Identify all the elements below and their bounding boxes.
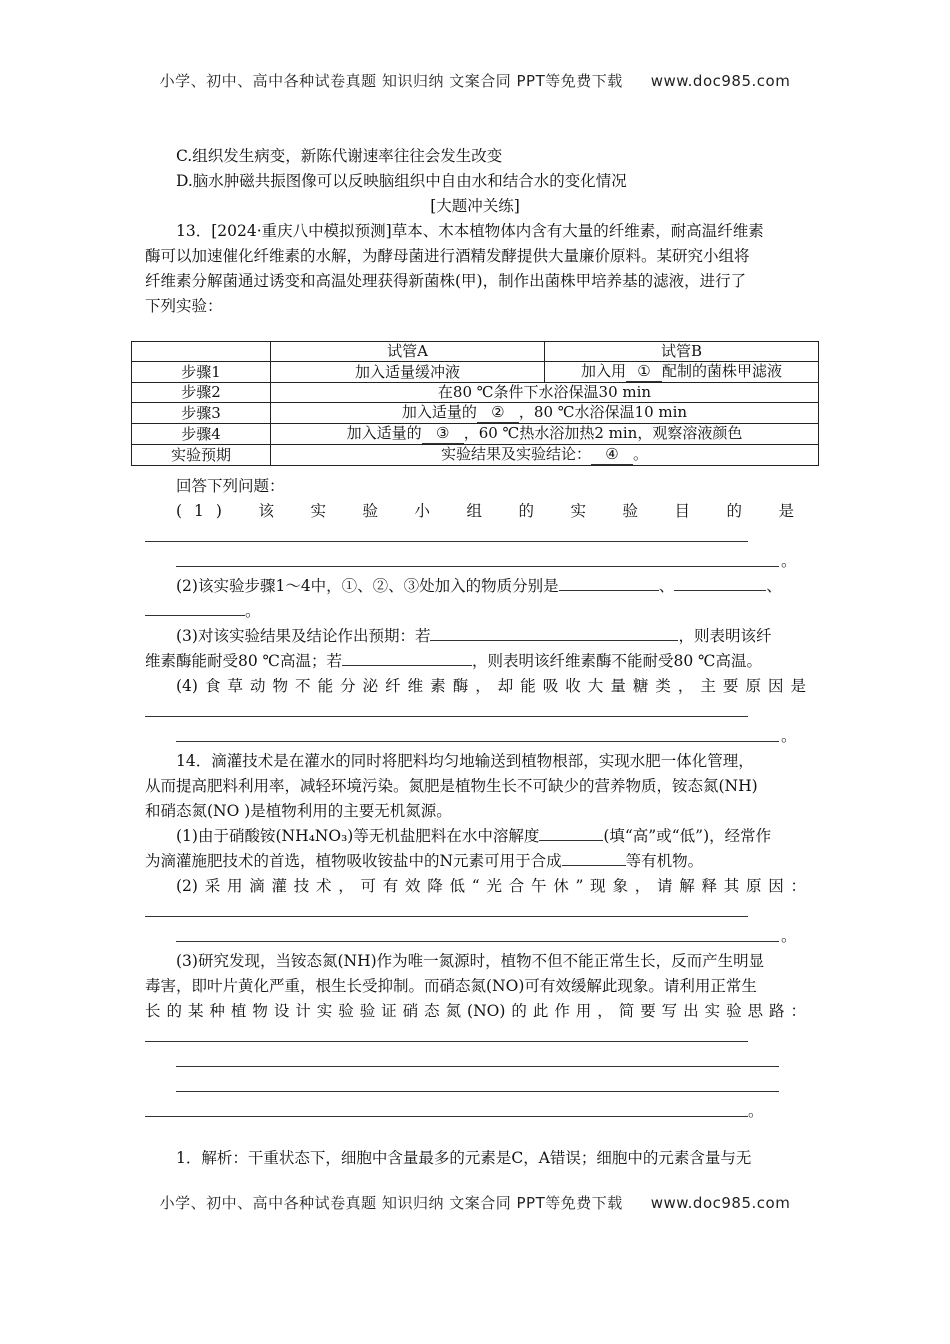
answer-line [176, 941, 779, 942]
q13-p3-d: ，则表明该纤维素酶不能耐受80 ℃高温。 [472, 652, 762, 670]
q14-intro-line: 从而提高肥料利用率，减轻环境污染。氮肥是植物生长不可缺少的营养物质，铵态氮(NH) [145, 777, 758, 795]
end-period: 。 [781, 727, 797, 745]
analysis-line: 1．解析：干重状态下，细胞中含量最多的元素是C，A错误；细胞中的元素含量与无 [176, 1149, 752, 1167]
q14-p2: (2)采用滴灌技术，可有效降低“光合午休”现象，请解释其原因： [176, 877, 806, 895]
q13-p1: (1)该实验小组的实验目的是 [176, 502, 806, 520]
blank-mark-1: ① [626, 362, 662, 382]
q13-p3-a: (3)对该实验结果及结论作出预期：若 [176, 627, 431, 645]
q13-p2-cont [145, 601, 261, 621]
end-period: 。 [781, 927, 797, 945]
answer-line [145, 716, 748, 717]
step4-text [271, 424, 819, 445]
period: 。 [245, 602, 261, 620]
step2-text: 在80 ℃条件下水浴保温30 min [271, 383, 819, 403]
q13-p3-b: ，则表明该纤 [678, 627, 772, 645]
table-row [132, 424, 819, 445]
q14-intro-line: 14．滴灌技术是在灌水的同时将肥料均匀地输送到植物根部，实现水肥一体化管理， [176, 752, 754, 770]
end-period: 。 [748, 1102, 764, 1120]
answer-line [176, 741, 779, 742]
header-site: www.doc985.com [650, 72, 791, 90]
q14-p1-line1 [176, 826, 771, 846]
q13-intro-line: 13．[2024·重庆八中模拟预测]草本、木本植物体内含有大量的纤维素，耐高温纤维素 [176, 222, 764, 240]
step1-b-post: 配制的菌株甲滤液 [662, 362, 783, 380]
blank-mark-4: ④ [591, 445, 633, 465]
q13-p3-line2 [145, 651, 762, 671]
q13-p4: (4)食草动物不能分泌纤维素酶，却能吸收大量糖类，主要原因是 [176, 677, 806, 695]
q14-p1-a: (1)由于硝酸铵(NH₄NO₃)等无机盐肥料在水中溶解度 [176, 827, 540, 845]
q13-p3-line1 [176, 626, 771, 646]
q13-intro-line: 酶可以加速催化纤维素的水解，为酵母菌进行酒精发酵提供大量廉价原料。某研究小组将 [145, 247, 750, 265]
table-row [132, 362, 819, 383]
page-footer [0, 1192, 950, 1213]
q13-intro-line: 下列实验： [145, 297, 223, 315]
q14-intro-line: 和硝态氮(NO )是植物利用的主要无机氮源。 [145, 802, 452, 820]
answer-line [145, 1116, 748, 1117]
step1-b-pre: 加入用 [580, 362, 626, 380]
answer-blank [430, 626, 678, 641]
table-header-row [132, 342, 819, 362]
q14-p3-line: (3)研究发现，当铵态氮(NH)作为唯一氮源时，植物不但不能正常生长，反而产生明显 [176, 952, 765, 970]
answer-blank [342, 651, 472, 666]
q14-p1-b: (填“高”或“低”)，经常作 [603, 827, 772, 845]
step-label: 步骤3 [132, 403, 271, 424]
experiment-table [131, 341, 819, 466]
step3-pre: 加入适量的 [401, 403, 477, 421]
q13-intro-line: 纤维素分解菌通过诱变和高温处理获得新菌株(甲)，制作出菌株甲培养基的滤液，进行了 [145, 272, 747, 290]
answer-line [145, 541, 748, 542]
option-c: C.组织发生病变，新陈代谢速率往往会发生改变 [176, 147, 503, 165]
table-row [132, 383, 819, 403]
step3-text [271, 403, 819, 424]
q14-p3-line: 长的某种植物设计实验验证硝态氮(NO)的此作用，简要写出实验思路： [145, 1002, 806, 1020]
footer-site: www.doc985.com [650, 1194, 791, 1212]
answer-line [176, 1091, 779, 1092]
answer-blank [145, 601, 245, 616]
blank-mark-2: ② [477, 403, 519, 423]
footer-text: 小学、初中、高中各种试卷真题 知识归纳 文案合同 PPT等免费下载 [159, 1194, 623, 1212]
predict-post: 。 [633, 445, 649, 463]
answer-prompt: 回答下列问题： [176, 477, 285, 495]
q14-p1-c: 为滴灌施肥技术的首选，植物吸收铵盐中的N元素可用于合成 [145, 852, 562, 870]
step-label: 实验预期 [132, 445, 271, 466]
predict-pre: 实验结果及实验结论： [440, 445, 591, 463]
step4-pre: 加入适量的 [346, 424, 422, 442]
predict-text [271, 445, 819, 466]
section-title: [大题冲关练] [430, 197, 520, 215]
table-row [132, 445, 819, 466]
answer-blank [539, 826, 603, 841]
answer-line [176, 566, 779, 567]
step-label: 步骤4 [132, 424, 271, 445]
end-period: 。 [781, 552, 797, 570]
step1-a: 加入适量缓冲液 [271, 362, 545, 383]
table-header-a: 试管A [271, 342, 545, 362]
answer-blank [674, 576, 766, 591]
separator: 、 [658, 577, 675, 595]
page-header [0, 70, 950, 91]
step-label: 步骤2 [132, 383, 271, 403]
q14-p1-d: 等有机物。 [625, 852, 704, 870]
q13-p2 [176, 576, 782, 596]
step1-b [545, 362, 819, 383]
header-text: 小学、初中、高中各种试卷真题 知识归纳 文案合同 PPT等免费下载 [159, 72, 623, 90]
q13-p3-c: 维素酶能耐受80 ℃高温；若 [145, 652, 342, 670]
step-label: 步骤1 [132, 362, 271, 383]
q14-p3-line: 毒害，即叶片黄化严重，根生长受抑制。而硝态氮(NO)可有效缓解此现象。请利用正常生 [145, 977, 757, 995]
step4-post: ，60 ℃热水浴加热2 min，观察溶液颜色 [463, 424, 743, 442]
blank-mark-3: ③ [422, 424, 464, 444]
option-d: D.脑水肿磁共振图像可以反映脑组织中自由水和结合水的变化情况 [176, 172, 627, 190]
answer-line [176, 1066, 779, 1067]
q14-p1-line2 [145, 851, 703, 871]
answer-line [145, 916, 748, 917]
step3-post: ，80 ℃水浴保温10 min [518, 403, 688, 421]
table-corner-cell [132, 342, 271, 362]
table-header-b: 试管B [545, 342, 819, 362]
separator: 、 [766, 577, 782, 595]
answer-blank [562, 851, 626, 866]
q13-p2-text: (2)该实验步骤1～4中，①、②、③处加入的物质分别是 [176, 577, 559, 595]
answer-blank [559, 576, 659, 591]
table-row [132, 403, 819, 424]
answer-line [145, 1041, 748, 1042]
